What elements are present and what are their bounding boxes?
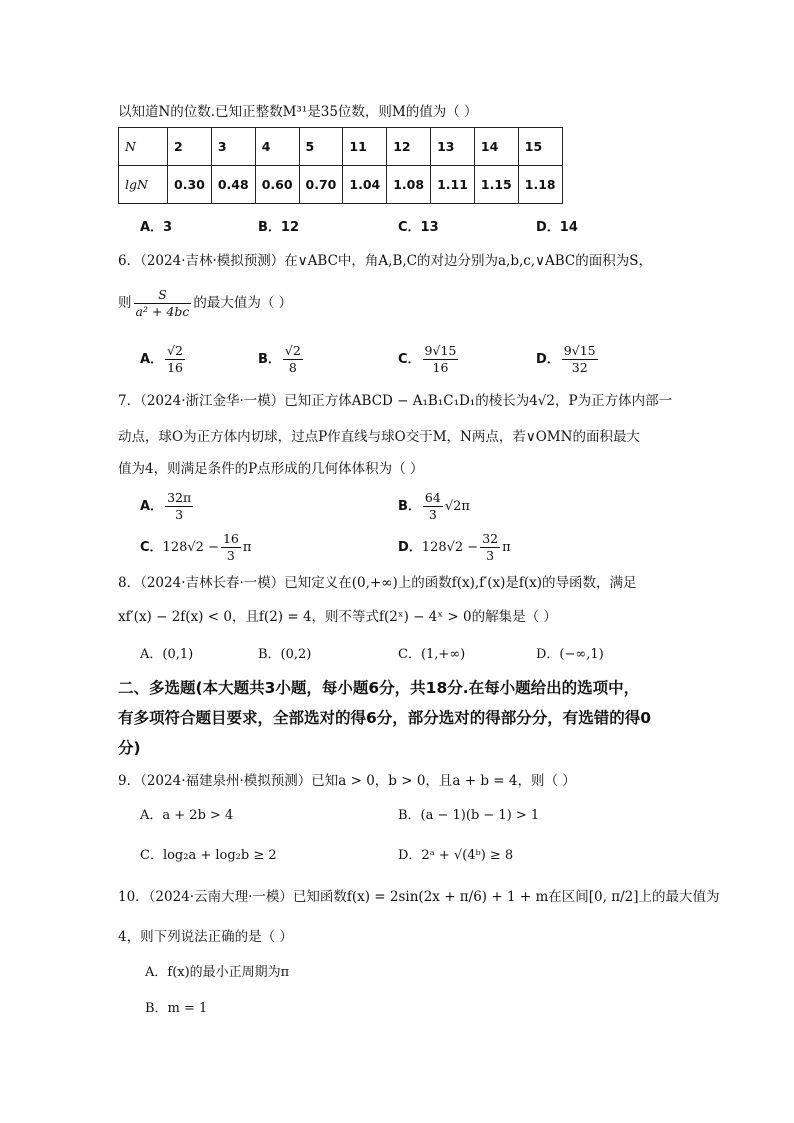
option-fraction: [283, 343, 303, 376]
q9-option-b[interactable]: B．(a − 1)(b − 1) > 1: [398, 808, 540, 823]
option-fraction: [480, 531, 500, 564]
frac-num: √2: [167, 343, 183, 358]
q6-suffix: 的最大值为（ ）: [193, 295, 293, 311]
option-tail: √2π: [444, 499, 470, 514]
table-cell: 0.60: [255, 166, 299, 204]
question-10-line-2: 4，则下列说法正确的是（ ）: [118, 929, 293, 945]
table-cell: 1.15: [474, 166, 518, 204]
q6-frac-num: S: [134, 287, 192, 304]
question-6-line-1: 6．（2024·吉林·模拟预测）在∨ABC中，角A,B,C的对边分别为a,b,c,∨ABC的面积为S，: [118, 253, 652, 269]
frac-num: 9√15: [424, 343, 457, 358]
table-cell: 0.70: [299, 166, 343, 204]
question-6-line-2: [118, 287, 292, 320]
option-fraction: [221, 531, 241, 564]
table-header-lgn: lgN: [119, 166, 168, 204]
frac-den: 16: [432, 360, 449, 375]
table-row: [119, 128, 563, 166]
q7-option-d[interactable]: [398, 531, 511, 564]
question-7-line-3: 值为4，则满足条件的P点形成的几何体体积为（ ）: [118, 461, 424, 477]
question-8-line-2: xf′(x) − 2f(x) < 0，且f(2) = 4，则不等式f(2ˣ) − 4ˣ > 0的解集是（ ）: [118, 609, 557, 625]
q8-option-d[interactable]: D．(−∞,1): [536, 647, 604, 662]
q9-option-c[interactable]: C．log₂a + log₂b ≥ 2: [140, 848, 277, 863]
table-cell: 1.04: [343, 166, 387, 204]
option-label: A．: [140, 499, 164, 514]
question-10-line-1: 10．（2024·云南大理·一模）已知函数f(x) = 2sin(2x + π/6) + 1 + m在区间[0, π/2]上的最大值为: [118, 889, 720, 905]
option-tail: π: [242, 540, 252, 555]
q6-option-a[interactable]: [140, 343, 187, 376]
q10-option-a[interactable]: A．f(x)的最小正周期为π: [145, 965, 290, 980]
option-label: D．: [536, 352, 560, 367]
q10-option-b[interactable]: B．m = 1: [145, 1001, 208, 1016]
question-9-line-1: 9．（2024·福建泉州·模拟预测）已知a > 0，b > 0，且a + b = 4，则（ ）: [118, 773, 576, 789]
frac-num: √2: [284, 343, 301, 358]
frac-num: 64: [424, 490, 441, 505]
table-cell: 1.18: [518, 166, 562, 204]
option-fraction: [165, 343, 185, 376]
option-label: C．: [398, 352, 421, 367]
option-label: A．: [140, 352, 164, 367]
q5-option-c[interactable]: C．13: [398, 220, 439, 235]
table-cell: 1.11: [431, 166, 475, 204]
section-heading-line-3: 分): [118, 739, 141, 757]
frac-den: 16: [167, 360, 183, 375]
option-label: C．: [140, 540, 163, 555]
table-cell: 1.08: [387, 166, 431, 204]
frac-num: 16: [222, 531, 239, 546]
option-head: 128√2 −: [421, 540, 479, 555]
table-cell: 14: [474, 128, 518, 166]
frac-den: 3: [175, 507, 184, 522]
frac-num: 9√15: [563, 343, 596, 358]
q5-option-d[interactable]: D．14: [536, 220, 578, 235]
option-label: B．: [258, 352, 281, 367]
table-row: [119, 166, 563, 204]
frac-den: 32: [571, 360, 588, 375]
table-cell: 4: [255, 128, 299, 166]
option-fraction: [165, 490, 193, 523]
question-7-line-1: 7．（2024·浙江金华·一模）已知正方体ABCD − A₁B₁C₁D₁的棱长为4√2，P为正方体内部一: [118, 393, 673, 409]
section-heading-line-1: 二、多选题(本大题共3小题，每小题6分，共18分.在每小题给出的选项中，: [118, 679, 640, 697]
table-cell: 3: [211, 128, 255, 166]
option-fraction: [562, 343, 598, 376]
frac-num: 32π: [167, 490, 192, 505]
q6-prefix: 则: [118, 295, 132, 311]
frac-den: 3: [428, 507, 437, 522]
frac-den: 8: [288, 360, 297, 375]
table-cell: 13: [431, 128, 475, 166]
table-cell: 11: [343, 128, 387, 166]
q6-frac-den: a² + 4bc: [135, 304, 190, 319]
option-fraction: [423, 490, 443, 523]
table-cell: 0.30: [168, 166, 212, 204]
question-8-line-1: 8．（2024·吉林长春·一模）已知定义在(0,+∞)上的函数f(x),f′(x)是f(x)的导函数，满足: [118, 575, 637, 591]
table-cell: 12: [387, 128, 431, 166]
option-head: 128√2 −: [162, 540, 219, 555]
table-header-n: N: [119, 128, 168, 166]
q5-option-a[interactable]: A．3: [140, 220, 173, 235]
option-fraction: [423, 343, 459, 376]
log-table: [118, 127, 563, 204]
q7-option-c[interactable]: [140, 531, 251, 564]
table-cell: 5: [299, 128, 343, 166]
section-heading-line-2: 有多项符合题目要求，全部选对的得6分，部分选对的得部分分，有选错的得0: [118, 709, 652, 727]
q8-option-c[interactable]: C．(1,+∞): [398, 647, 466, 662]
frac-den: 3: [486, 548, 495, 563]
option-tail: π: [502, 540, 511, 555]
frac-num: 32: [482, 531, 499, 546]
q6-option-b[interactable]: [258, 343, 305, 376]
question-7-line-2: 动点，球O为正方体内切球，过点P作直线与球O交于M，N两点，若∨OMN的面积最大: [118, 429, 640, 445]
q5-option-b[interactable]: B．12: [258, 220, 299, 235]
table-cell: 2: [168, 128, 212, 166]
q6-fraction: [134, 287, 192, 320]
frac-den: 3: [226, 548, 235, 563]
q6-option-c[interactable]: [398, 343, 460, 376]
question-5-stem-tail: 以知道N的位数.已知正整数M³¹是35位数，则M的值为（ ）: [118, 104, 478, 120]
option-label: B．: [398, 499, 421, 514]
table-cell: 0.48: [211, 166, 255, 204]
q9-option-d[interactable]: D．2ᵃ + √(4ᵇ) ≥ 8: [398, 848, 514, 863]
option-label: D．: [398, 540, 422, 555]
q8-option-b[interactable]: B．(0,2): [258, 647, 312, 662]
q6-option-d[interactable]: [536, 343, 600, 376]
q8-option-a[interactable]: A．(0,1): [140, 647, 194, 662]
table-cell: 15: [518, 128, 562, 166]
q9-option-a[interactable]: A．a + 2b > 4: [140, 808, 234, 823]
q7-option-b[interactable]: [398, 490, 470, 523]
q7-option-a[interactable]: [140, 490, 195, 523]
